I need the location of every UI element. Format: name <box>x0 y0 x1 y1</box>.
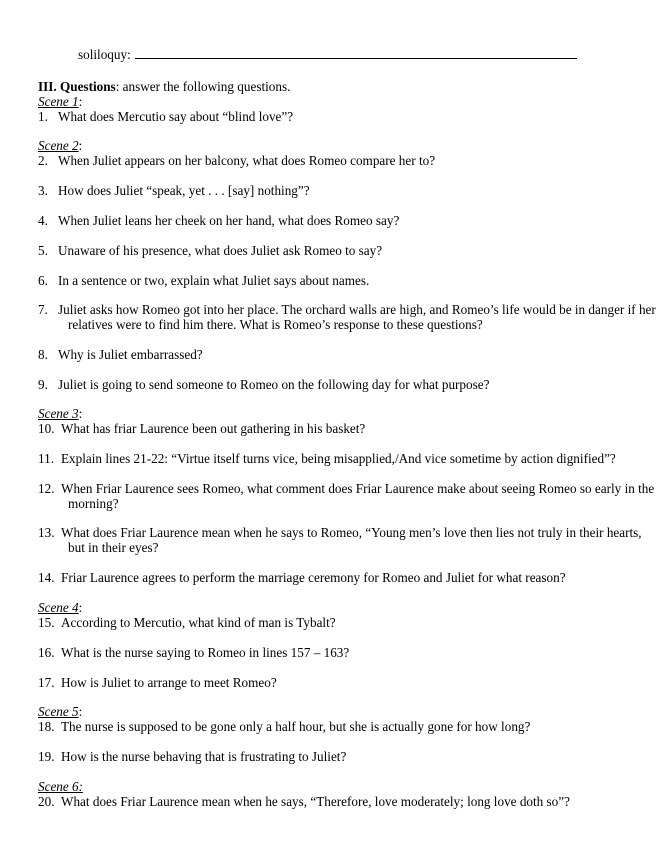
question-10: 10. What has friar Laurence been out gathering in his basket? <box>38 421 366 436</box>
question-15: 15. According to Mercutio, what kind of man is Tybalt? <box>38 615 336 630</box>
question-6: 6. In a sentence or two, explain what Juliet says about names. <box>38 273 370 288</box>
scene-3-heading: Scene 3: <box>38 406 83 421</box>
scene-4-heading: Scene 4: <box>38 600 83 615</box>
question-20: 20. What does Friar Laurence mean when he says, “Therefore, love moderately; long love doth so”? <box>38 794 570 809</box>
question-2: 2. When Juliet appears on her balcony, what does Romeo compare her to? <box>38 153 436 168</box>
question-17: 17. How is Juliet to arrange to meet Romeo? <box>38 675 277 690</box>
section-title: III. Questions <box>38 79 116 94</box>
section-instruction: : answer the following questions. <box>115 79 291 94</box>
question-3: 3. How does Juliet “speak, yet . . . [say] nothing”? <box>38 183 310 198</box>
question-9: 9. Juliet is going to send someone to Romeo on the following day for what purpose? <box>38 377 490 392</box>
question-1: 1. What does Mercutio say about “blind love”? <box>38 109 294 124</box>
section-heading <box>38 79 290 94</box>
question-7: 7. Juliet asks how Romeo got into her place. The orchard walls are high, and Romeo’s life would be in danger if her relatives were to find him there. What is Romeo’s response to these questions? <box>38 302 656 332</box>
question-12: 12. When Friar Laurence sees Romeo, what comment does Friar Laurence make about seeing Romeo so early in the morning? <box>38 481 655 511</box>
soliloquy-label: soliloquy: <box>78 47 131 62</box>
question-16: 16. What is the nurse saying to Romeo in lines 157 – 163? <box>38 645 350 660</box>
question-4: 4. When Juliet leans her cheek on her hand, what does Romeo say? <box>38 213 400 228</box>
question-13: 13. What does Friar Laurence mean when he says to Romeo, “Young men’s love then lies not truly in their hearts, but in their eyes? <box>38 525 642 555</box>
scene-1-heading: Scene 1: <box>38 94 83 109</box>
question-11: 11. Explain lines 21-22: “Virtue itself turns vice, being misapplied,/And vice sometime by action dignified”? <box>38 451 616 466</box>
soliloquy-blank[interactable] <box>135 47 577 59</box>
question-14: 14. Friar Laurence agrees to perform the marriage ceremony for Romeo and Juliet for what reason? <box>38 570 566 585</box>
scene-2-heading: Scene 2: <box>38 138 83 153</box>
question-5: 5. Unaware of his presence, what does Juliet ask Romeo to say? <box>38 243 383 258</box>
question-19: 19. How is the nurse behaving that is frustrating to Juliet? <box>38 749 347 764</box>
question-8: 8. Why is Juliet embarrassed? <box>38 347 203 362</box>
soliloquy-line <box>78 47 577 62</box>
question-18: 18. The nurse is supposed to be gone only a half hour, but she is actually gone for how long? <box>38 719 531 734</box>
scene-5-heading: Scene 5: <box>38 704 83 719</box>
scene-6-heading: Scene 6: <box>38 779 84 794</box>
